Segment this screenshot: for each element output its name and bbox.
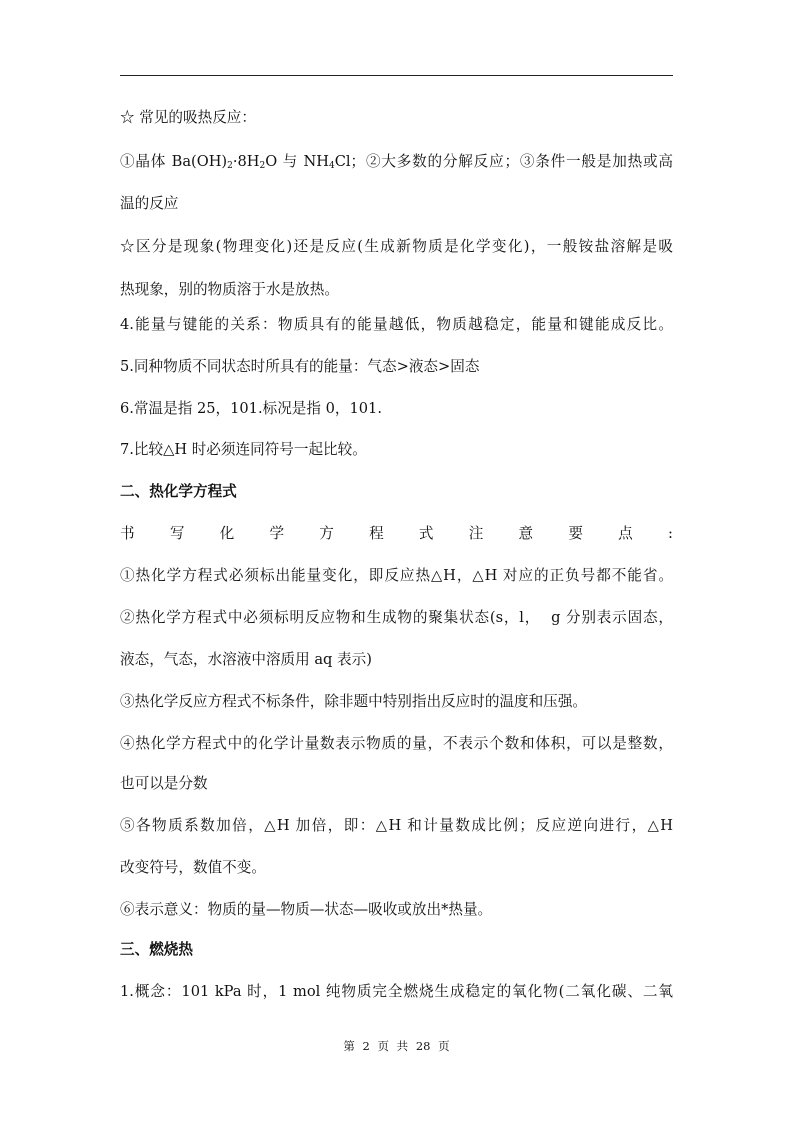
text-line: ④热化学方程式中的化学计量数表示物质的量，不表示个数和体积，可以是整数， xyxy=(120,735,673,752)
text-line: 也可以是分数 xyxy=(120,775,208,792)
page-footer: 第 2 页 共 28 页 xyxy=(343,1039,450,1053)
spaced-line: 书 写 化 学 方 程 式 注 意 要 点 : xyxy=(120,525,673,542)
text-line: ②热化学方程式中必须标明反应物和生成物的聚集状态(s，l， g 分别表示固态， xyxy=(120,609,673,626)
text-line: 热现象，别的物质溶于水是放热。 xyxy=(120,281,339,298)
text-line: 1.概念：101 kPa 时，1 mol 纯物质完全燃烧生成稳定的氧化物(二氧化碳、二氧 xyxy=(120,983,673,1000)
text-line: 温的反应 xyxy=(120,195,179,212)
text-line: 液态，气态，水溶液中溶质用 aq 表示) xyxy=(120,651,372,668)
text-line: 4.能量与键能的关系：物质具有的能量越低，物质越稳定，能量和键能成反比。 xyxy=(120,316,673,333)
text-line: 5.同种物质不同状态时所具有的能量：气态>液态>固态 xyxy=(120,358,480,375)
text-line: ①热化学方程式必须标出能量变化，即反应热△H，△H 对应的正负号都不能省。 xyxy=(120,567,673,584)
text-line: ☆区分是现象(物理变化)还是反应(生成新物质是化学变化)，一般铵盐溶解是吸 xyxy=(120,238,673,255)
text-line: ③热化学反应方程式不标条件，除非题中特别指出反应时的温度和压强。 xyxy=(120,693,588,710)
text-line: ☆ 常见的吸热反应： xyxy=(120,109,256,126)
header-rule xyxy=(120,75,673,76)
text-line: 7.比较△H 时必须连同符号一起比较。 xyxy=(120,441,367,458)
text-line: 6.常温是指 25，101.标况是指 0，101. xyxy=(120,400,382,417)
text-line: 改变符号，数值不变。 xyxy=(120,859,266,876)
section-heading: 三、燃烧热 xyxy=(120,941,193,958)
text-line: ①晶体 $Ba(OH)_2\cdot 8H_2O$ 与 $NH_4Cl$；②大多数的分解反应；③条件一般是加热或高 xyxy=(120,153,673,171)
text-line: ⑤各物质系数加倍，△H 加倍，即：△H 和计量数成比例；反应逆向进行，△H xyxy=(120,817,673,834)
section-heading: 二、热化学方程式 xyxy=(120,483,237,500)
text-line: ⑥表示意义：物质的量—物质—状态—吸收或放出*热量。 xyxy=(120,901,493,918)
